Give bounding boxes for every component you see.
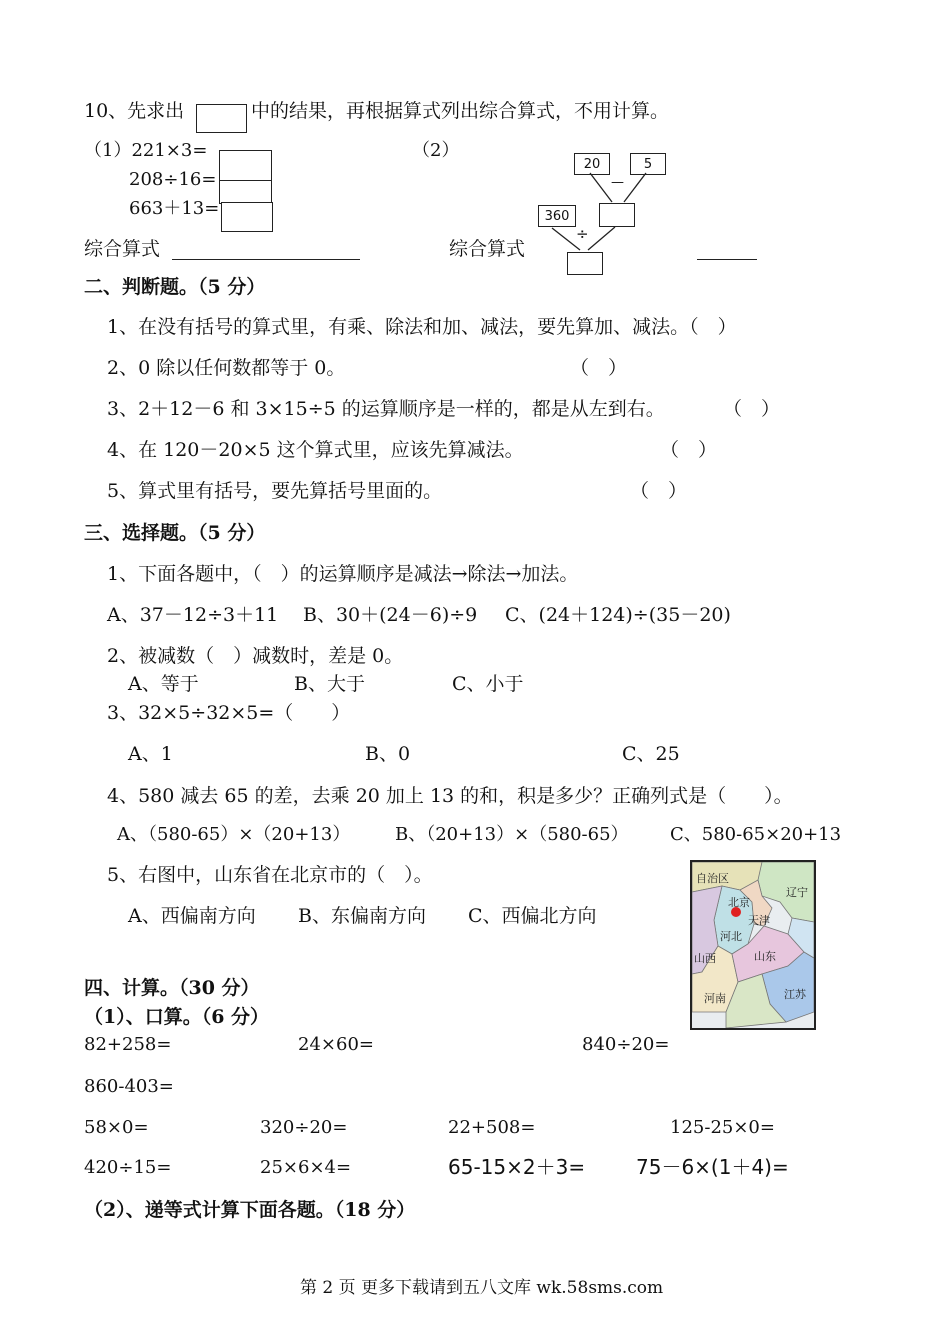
province-map (690, 860, 816, 1030)
q10-title-box (196, 104, 247, 133)
diagram-box-20: 20 (574, 153, 610, 175)
q10-part2-label: （2） (412, 140, 460, 161)
q10-combined-label-1: 综合算式 (84, 238, 161, 260)
s3-q3-opt-c: C、25 (622, 743, 680, 765)
q10-title-post: 中的结果，再根据算式列出综合算式，不用计算。 (251, 100, 670, 122)
s3-q1-opt-c: C、(24＋124)÷(35－20) (505, 604, 731, 626)
calc-4-2: 25×6×4= (260, 1157, 352, 1178)
s2-item-5: 5、算式里有括号，要先算括号里面的。 (107, 480, 443, 502)
section4-heading: 四、计算。（30 分） (84, 977, 260, 999)
calc-4-3: 65-15×2＋3= (448, 1155, 586, 1179)
diagram-box-360: 360 (538, 205, 576, 227)
s3-q3-opt-b: B、0 (365, 743, 411, 765)
q10-title-pre: 10、先求出 (84, 100, 185, 122)
s3-q5-opt-b: B、东偏南方向 (298, 905, 426, 927)
s3-q2-opt-a: A、等于 (128, 673, 199, 695)
s2-item-2: 2、0 除以任何数都等于 0。 (107, 357, 346, 379)
calc-3-1: 58×0= (84, 1117, 149, 1138)
s3-q3-opt-a: A、1 (128, 743, 173, 765)
s2-item-1: 1、在没有括号的算式里，有乘、除法和加、减法，要先算加、减法。（ ） (107, 316, 737, 338)
page-footer: 第 2 页 更多下载请到五八文库 wk.58sms.com (300, 1278, 664, 1298)
calc-4-4: 75－6×(1＋4)= (636, 1155, 789, 1179)
map-label-beijing: 北京 (728, 896, 750, 909)
calc-4-1: 420÷15= (84, 1157, 172, 1178)
s3-q2-opt-b: B、大于 (294, 673, 365, 695)
s4-sub2: （2）、递等式计算下面各题。（18 分） (84, 1199, 416, 1221)
diagram-result-box-1[interactable] (599, 203, 635, 227)
calc-1-2: 24×60= (298, 1034, 374, 1055)
q10-combined-line-1[interactable] (172, 259, 360, 260)
q10-part1-line1: （1）221×3= (84, 140, 208, 161)
calc-3-4: 125-25×0= (670, 1117, 775, 1138)
s3-q2-opt-c: C、小于 (452, 673, 524, 695)
map-label-shanxi: 山西 (694, 952, 716, 965)
s3-q3: 3、32×5÷32×5=（ ） (107, 702, 351, 724)
s3-q1-opt-a: A、37－12÷3＋11 (107, 604, 279, 626)
province-map-drawing (692, 862, 814, 1028)
calc-2-1: 860-403= (84, 1076, 174, 1097)
s2-paren-3[interactable]: （ ） (723, 398, 781, 420)
s3-q4-opt-c: C、580-65×20+13 (670, 824, 842, 845)
s3-q4: 4、580 减去 65 的差，去乘 20 加上 13 的和，积是多少？正确列式是（ ）。 (107, 785, 793, 807)
calc-1-1: 82+258= (84, 1034, 172, 1055)
s2-item-4: 4、在 120－20×5 这个算式里，应该先算减法。 (107, 439, 524, 461)
map-label-jiangsu: 江苏 (784, 988, 806, 1001)
map-label-hebei: 河北 (720, 930, 742, 943)
diagram-op-divide: ÷ (576, 225, 589, 243)
s3-q5: 5、右图中，山东省在北京市的（ ）。 (107, 864, 433, 886)
q10-answer-box-3[interactable] (221, 202, 273, 232)
map-label-henan: 河南 (704, 992, 726, 1005)
map-label-zizhiqu: 自治区 (696, 872, 729, 885)
s3-q1-opt-b: B、30＋(24－6)÷9 (303, 604, 478, 626)
q10-answer-box-2[interactable] (219, 180, 272, 204)
section2-heading: 二、判断题。（5 分） (84, 276, 266, 298)
s3-q4-opt-b: B、（20+13）×（580-65） (395, 824, 629, 845)
q10-combined-line-2[interactable] (697, 259, 757, 260)
s2-paren-2[interactable]: （ ） (570, 357, 628, 379)
s3-q1: 1、下面各题中，（ ）的运算顺序是减法→除法→加法。 (107, 563, 579, 585)
section3-heading: 三、选择题。（5 分） (84, 522, 266, 544)
q10-part1-line3: 663＋13= (129, 198, 220, 219)
s2-paren-5[interactable]: （ ） (630, 480, 688, 502)
s3-q5-opt-a: A、西偏南方向 (128, 905, 256, 927)
map-label-liaoning: 辽宁 (786, 886, 808, 899)
calc-1-3: 840÷20= (582, 1034, 670, 1055)
s2-paren-4[interactable]: （ ） (660, 439, 718, 461)
q10-part1-line2: 208÷16= (129, 169, 217, 190)
s2-item-3: 3、2＋12－6 和 3×15÷5 的运算顺序是一样的，都是从左到右。 (107, 398, 665, 420)
map-label-shandong: 山东 (754, 950, 776, 963)
s3-q5-opt-c: C、西偏北方向 (468, 905, 597, 927)
s4-sub1: （1）、口算。（6 分） (84, 1006, 270, 1028)
map-label-tianjin: 天津 (748, 914, 770, 927)
diagram-result-box-2[interactable] (567, 252, 603, 275)
diagram-box-5: 5 (630, 153, 666, 175)
calc-3-3: 22+508= (448, 1117, 536, 1138)
diagram-op-minus: — (611, 175, 624, 190)
s3-q2: 2、被减数（ ）减数时，差是 0。 (107, 645, 404, 667)
q10-answer-box-1[interactable] (219, 150, 272, 182)
s3-q4-opt-a: A、（580-65）×（20+13） (117, 824, 351, 845)
calc-3-2: 320÷20= (260, 1117, 348, 1138)
q10-combined-label-2: 综合算式 (449, 238, 526, 260)
